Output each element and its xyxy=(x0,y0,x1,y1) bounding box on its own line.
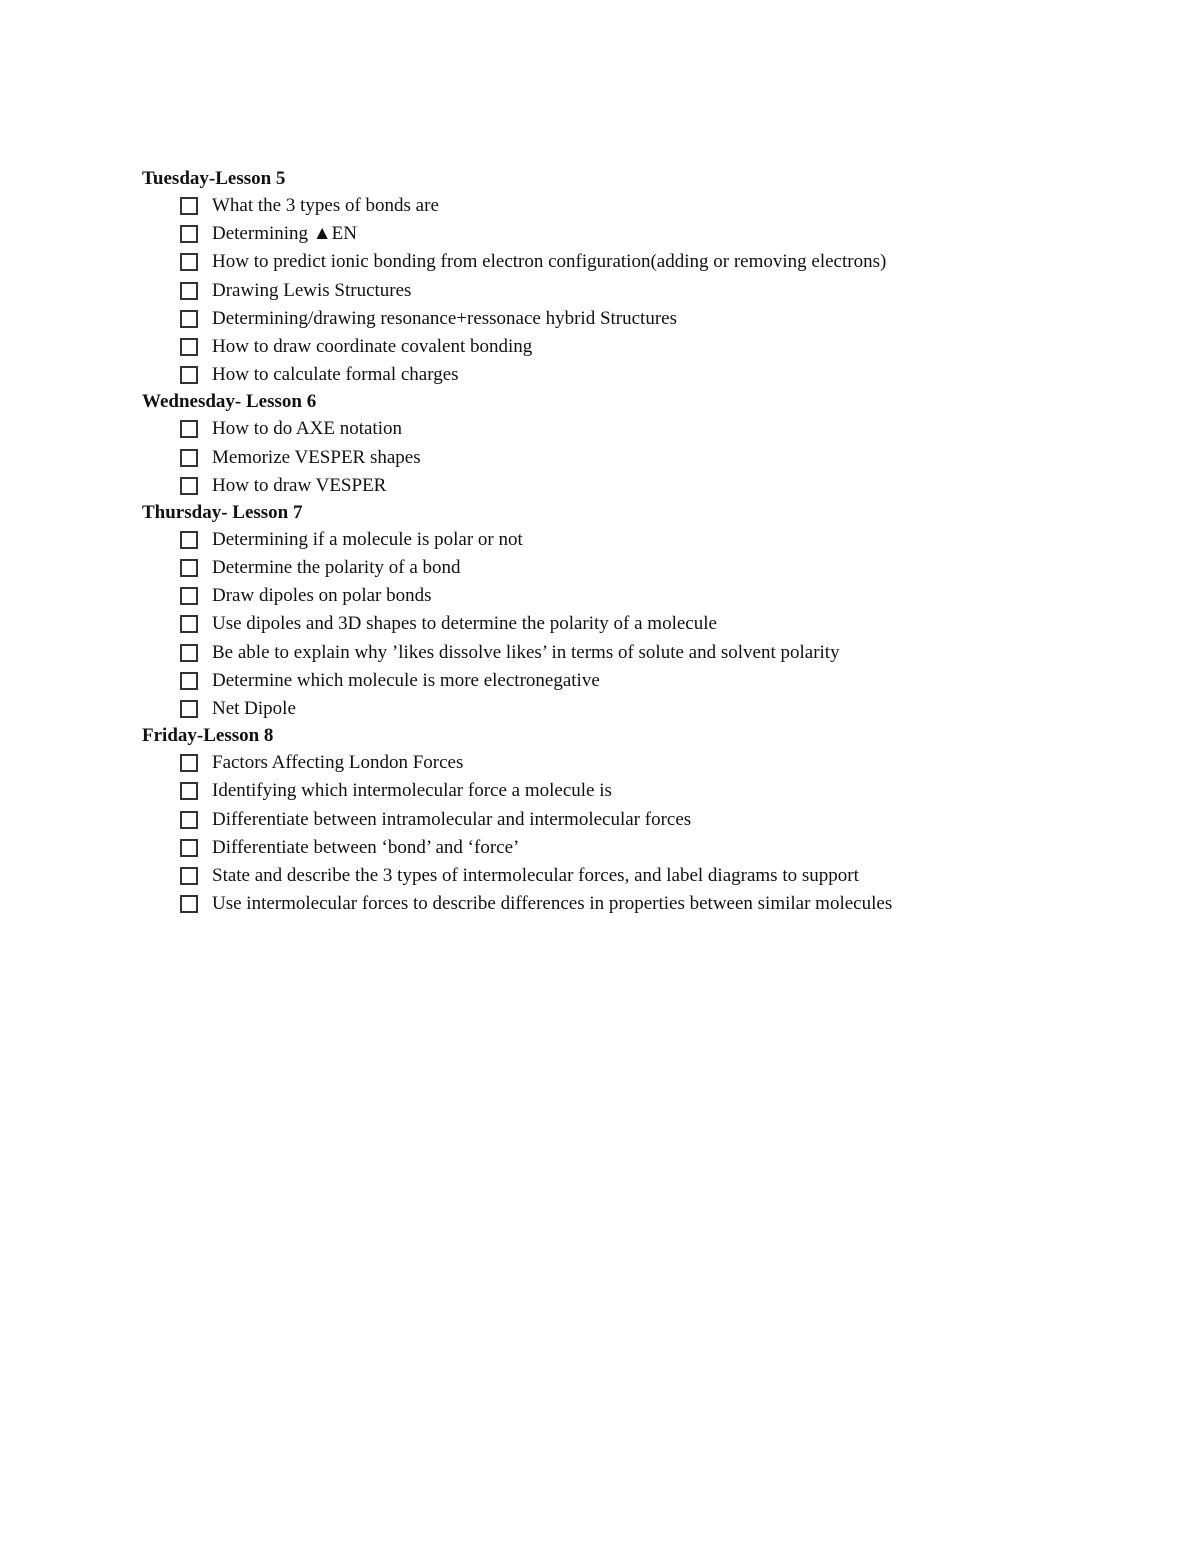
checklist-item xyxy=(142,277,1142,305)
checklist-item xyxy=(142,749,1142,777)
checkbox-icon[interactable] xyxy=(180,310,198,328)
checkbox-icon[interactable] xyxy=(180,253,198,271)
checkbox-icon[interactable] xyxy=(180,867,198,885)
item-text: Memorize VESPER shapes xyxy=(212,446,421,468)
checklist-item xyxy=(142,890,1142,918)
checklist-item xyxy=(142,415,1142,443)
item-text: Determining ▲EN xyxy=(212,223,357,245)
checklist-item xyxy=(142,472,1142,500)
checklist-item xyxy=(142,777,1142,805)
section-title: Tuesday-Lesson 5 xyxy=(142,168,286,189)
checklist-item xyxy=(142,667,1142,695)
checklist-item xyxy=(142,220,1142,248)
section-thursday xyxy=(142,500,1142,723)
item-text: Differentiate between ‘bond’ and ‘force’ xyxy=(212,836,520,858)
checkbox-icon[interactable] xyxy=(180,811,198,829)
item-text: Determine the polarity of a bond xyxy=(212,557,461,579)
item-text: How to draw VESPER xyxy=(212,474,387,496)
section-wednesday xyxy=(142,389,1142,500)
item-text: Differentiate between intramolecular and intermolecular forces xyxy=(212,808,692,830)
checkbox-icon[interactable] xyxy=(180,282,198,300)
item-text: Determining/drawing resonance+ressonace hybrid Structures xyxy=(212,307,677,329)
checkbox-icon[interactable] xyxy=(180,559,198,577)
checklist-item xyxy=(142,192,1142,220)
item-text: What the 3 types of bonds are xyxy=(212,195,439,216)
checkbox-icon[interactable] xyxy=(180,449,198,467)
item-text: Determining if a molecule is polar or not xyxy=(212,528,523,550)
checklist-item xyxy=(142,444,1142,472)
checkbox-icon[interactable] xyxy=(180,225,198,243)
section-tuesday xyxy=(142,166,1142,389)
section-friday xyxy=(142,723,1142,918)
checklist-item xyxy=(142,582,1142,610)
checkbox-icon[interactable] xyxy=(180,839,198,857)
item-text: How to predict ionic bonding from electron configuration(adding or removing electrons) xyxy=(212,251,887,273)
checklist xyxy=(142,526,1142,723)
checkbox-icon[interactable] xyxy=(180,477,198,495)
checkbox-icon[interactable] xyxy=(180,197,198,215)
checklist-item xyxy=(142,862,1142,890)
checklist-document xyxy=(142,166,1142,918)
checkbox-icon[interactable] xyxy=(180,754,198,772)
item-text: Draw dipoles on polar bonds xyxy=(212,585,432,607)
checkbox-icon[interactable] xyxy=(180,672,198,690)
checkbox-icon[interactable] xyxy=(180,782,198,800)
checkbox-icon[interactable] xyxy=(180,420,198,438)
item-text: Identifying which intermolecular force a molecule is xyxy=(212,780,612,802)
checklist-item xyxy=(142,554,1142,582)
section-title: Friday-Lesson 8 xyxy=(142,725,274,747)
checkbox-icon[interactable] xyxy=(180,700,198,718)
item-text: Use dipoles and 3D shapes to determine the polarity of a molecule xyxy=(212,613,717,635)
checklist-item xyxy=(142,248,1142,276)
checklist-item xyxy=(142,695,1142,723)
checklist-item xyxy=(142,305,1142,333)
checkbox-icon[interactable] xyxy=(180,587,198,605)
checklist xyxy=(142,192,1142,389)
section-title: Thursday- Lesson 7 xyxy=(142,501,303,523)
checklist-item xyxy=(142,834,1142,862)
item-text: How to draw coordinate covalent bonding xyxy=(212,335,533,357)
checklist-item xyxy=(142,806,1142,834)
item-text: State and describe the 3 types of intermolecular forces, and label diagrams to support xyxy=(212,864,859,886)
checkbox-icon[interactable] xyxy=(180,895,198,913)
item-text: Determine which molecule is more electronegative xyxy=(212,669,600,691)
checklist-item xyxy=(142,361,1142,389)
checklist-item xyxy=(142,526,1142,554)
checklist-item xyxy=(142,610,1142,638)
item-text: Factors Affecting London Forces xyxy=(212,752,464,774)
checkbox-icon[interactable] xyxy=(180,366,198,384)
item-text: How to do AXE notation xyxy=(212,418,402,440)
item-text: Use intermolecular forces to describe differences in properties between similar molecules xyxy=(212,893,893,915)
checkbox-icon[interactable] xyxy=(180,644,198,662)
checklist xyxy=(142,415,1142,500)
checklist-item xyxy=(142,639,1142,667)
checklist xyxy=(142,749,1142,918)
section-title: Wednesday- Lesson 6 xyxy=(142,391,317,413)
item-text: Net Dipole xyxy=(212,698,296,719)
item-text: Drawing Lewis Structures xyxy=(212,279,412,301)
checkbox-icon[interactable] xyxy=(180,615,198,633)
checklist-item xyxy=(142,333,1142,361)
item-text: How to calculate formal charges xyxy=(212,364,459,386)
item-text: Be able to explain why ’likes dissolve likes’ in terms of solute and solvent polarity xyxy=(212,641,840,663)
checkbox-icon[interactable] xyxy=(180,338,198,356)
checkbox-icon[interactable] xyxy=(180,531,198,549)
